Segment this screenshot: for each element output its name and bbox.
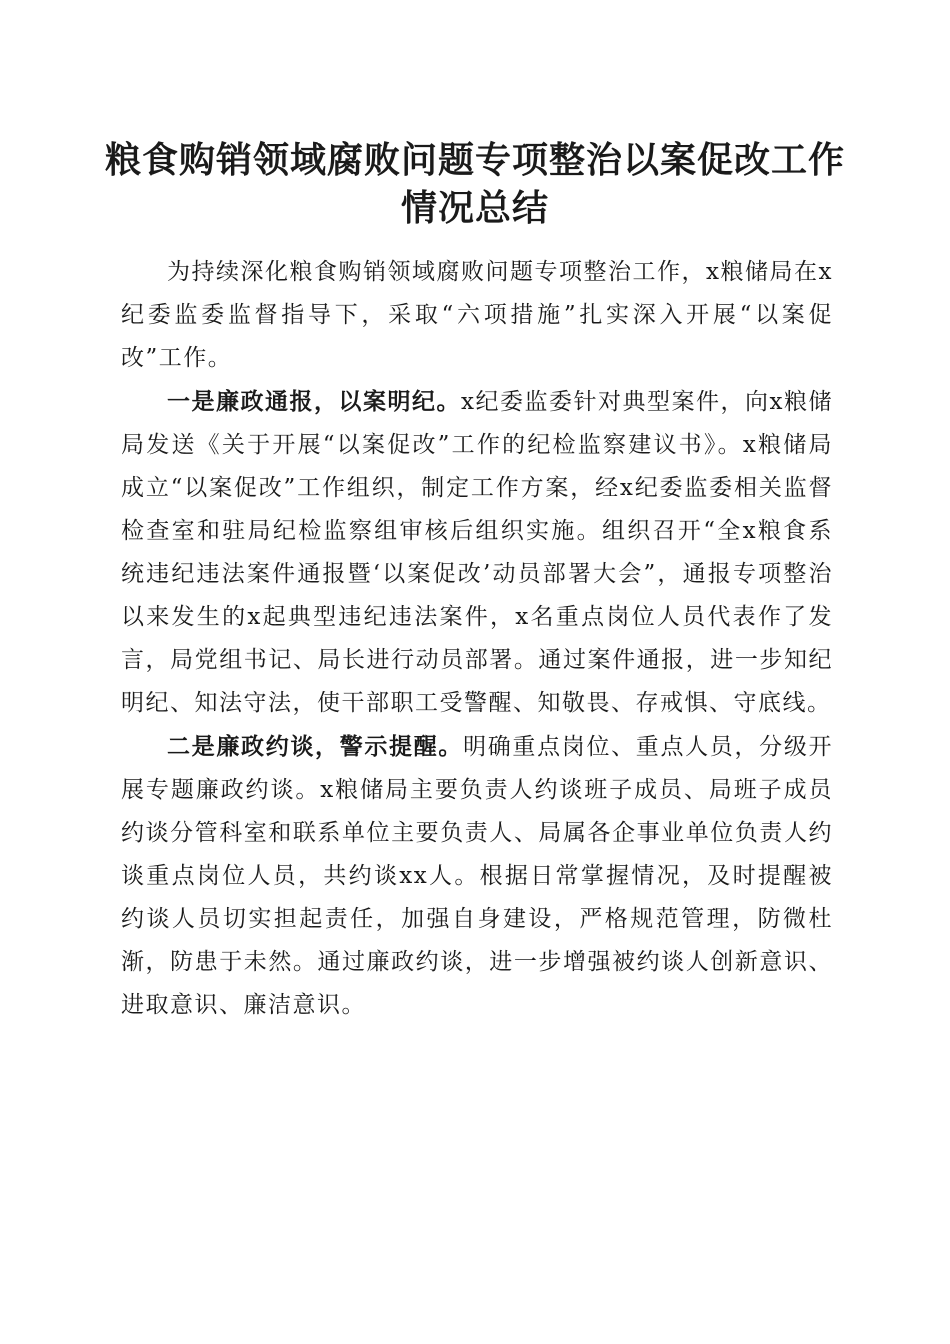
paragraph-intro bbox=[121, 251, 833, 380]
paragraph-text: 明确重点岗位、重点人员，分级开展专题廉政约谈。x粮储局主要负责人约谈班子成员、局班子成员约谈分管科室和联系单位主要负责人、局属各企事业单位负责人约谈重点岗位人员，共约谈xx人。根据日常掌握情况，及时提醒被约谈人员切实担起责任，加强自身建设，严格规范管理，防微杜渐，防患于未然。通过廉政约谈，进一步增强被约谈人创新意识、进取意识、廉洁意识。 bbox=[121, 734, 834, 1018]
paragraph-lead: 二是廉政约谈，警示提醒。 bbox=[167, 733, 464, 760]
document-body bbox=[121, 251, 833, 1027]
paragraph-text: x纪委监委针对典型案件，向x粮储局发送《关于开展“以案促改”工作的纪检监察建议书》。x粮储局成立“以案促改”工作组织，制定工作方案，经x纪委监委相关监督检查室和驻局纪检监察组审核后组织实施。组织召开“全x粮食系统违纪违法案件通报暨‘以案促改’动员部署大会”，通报专项整治以来发生的x起典型违纪违法案件，x名重点岗位人员代表作了发言，局党组书记、局长进行动员部署。通过案件通报，进一步知纪明纪、知法守法，使干部职工受警醒、知敬畏、存戒惧、守底线。 bbox=[121, 389, 833, 716]
document-title-line-1: 粮食购销领域腐败问题专项整治以案促改工作 bbox=[104, 139, 845, 181]
paragraph-measure-1 bbox=[121, 380, 833, 725]
paragraph-text: 为持续深化粮食购销领域腐败问题专项整治工作，x粮储局在x纪委监委监督指导下，采取“六项措施”扎实深入开展“以案促改”工作。 bbox=[121, 259, 833, 371]
paragraph-measure-2 bbox=[121, 725, 833, 1027]
document-title-line-2: 情况总结 bbox=[400, 187, 549, 229]
paragraph-lead: 一是廉政通报，以案明纪。 bbox=[167, 388, 462, 415]
